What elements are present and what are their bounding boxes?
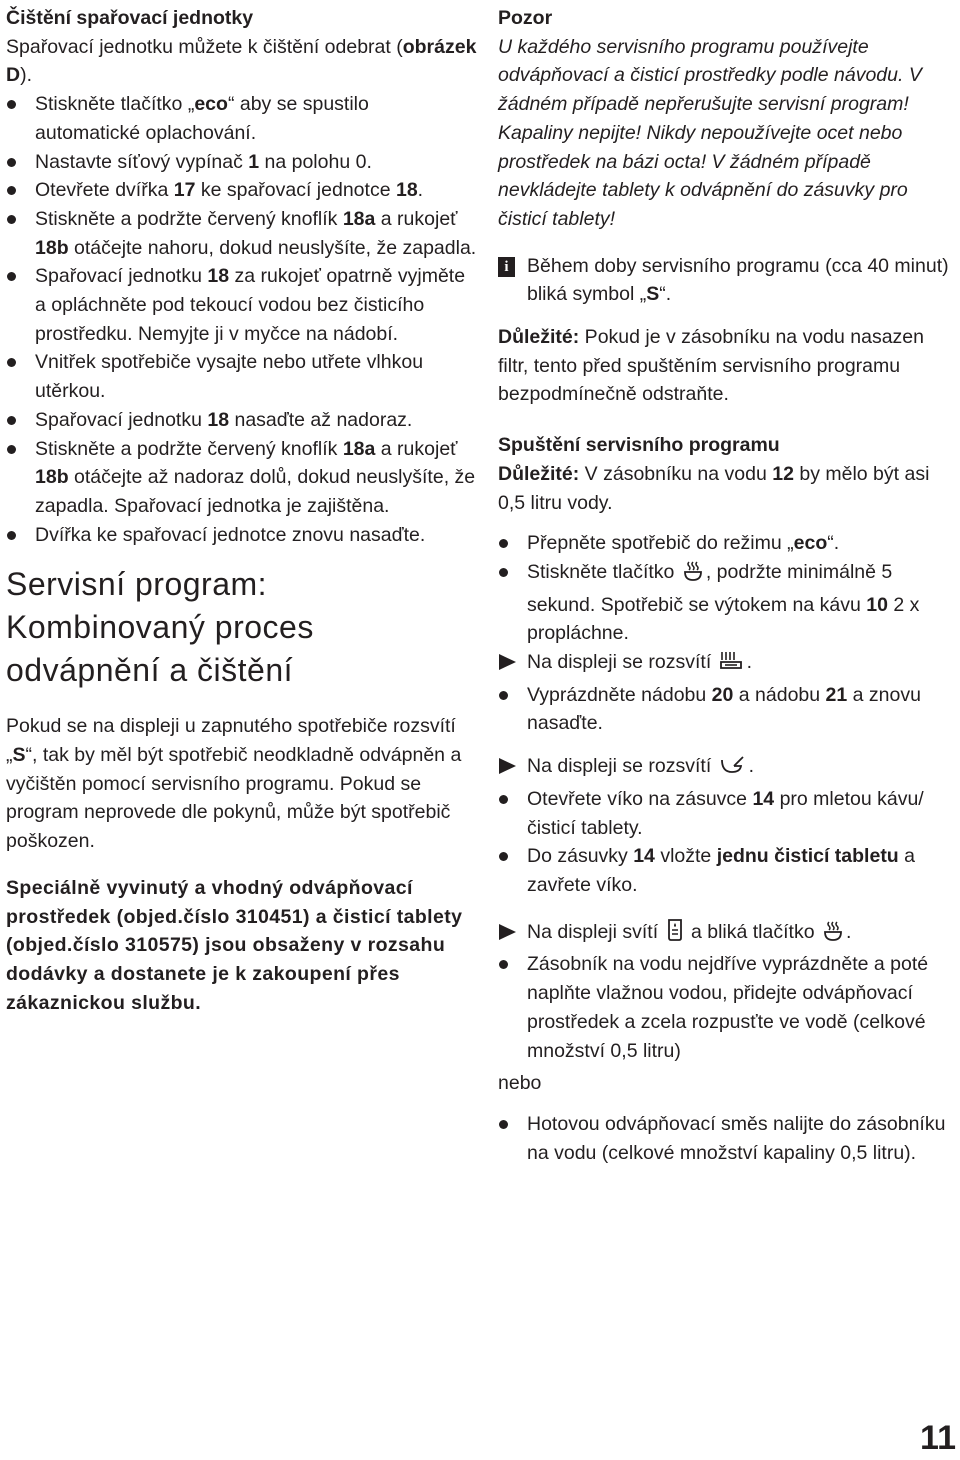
descaler-alt-steps (498, 1110, 956, 1167)
info-icon: i (498, 257, 515, 277)
list-item: Přepněte spotřebič do režimu „eco“. (498, 529, 956, 558)
list-item: Otevřete víko na zásuvce 14 pro mletou kávu/čisticí tablety. (498, 785, 956, 842)
list-item: Spařovací jednotku 18 nasaďte až nadoraz. (6, 406, 478, 435)
container-icon (719, 650, 745, 681)
list-item: Do zásuvky 14 vložte jednu čisticí tabletu a zavřete víko. (498, 842, 956, 899)
list-item: Otevřete dvířka 17 ke spařovací jednotce 18. (6, 176, 478, 205)
tablet-icon (719, 754, 747, 785)
descaler-info-paragraph: Speciálně vyvinutý a vhodný odvápňovací prostředek (objed.číslo 310451) a čisticí tablety (objed.číslo 310575) jsou obsaženy v rozsahu dodávky a dostanete je k zakoupení přes zákaznickou službu. (6, 876, 463, 1014)
or-text: nebo (498, 1072, 542, 1095)
list-item: Na displeji se rozsvítí . (498, 752, 956, 785)
steam-cup-icon (682, 560, 704, 591)
cleaning-steps (6, 90, 478, 549)
list-item: Hotovou odvápňovací směs nalijte do zásobníku na vodu (celkové množství kapaliny 0,5 litru). (498, 1110, 956, 1167)
left-column (6, 4, 478, 1017)
start-heading: Spuštění servisního programu (498, 434, 780, 457)
list-item: Vyprázdněte nádobu 20 a nádobu 21 a znovu nasaďte. (498, 681, 956, 738)
list-item: Stiskněte a podržte červený knoflík 18a a rukojeť 18b otáčejte nahoru, dokud neuslyšíte, že zapadla. (6, 205, 478, 262)
water-tank-icon (666, 918, 684, 951)
list-item: Vnitřek spotřebiče vysajte nebo utřete vlhkou utěrkou. (6, 348, 478, 405)
list-item: Na displeji svítí a bliká tlačítko . (498, 918, 956, 951)
steam-cup-icon (822, 920, 844, 951)
cleaning-heading: Čištění spařovací jednotky (6, 7, 254, 29)
start-steps (498, 529, 956, 738)
page-number: 11 (920, 1419, 956, 1457)
start-water-note: Důležité: V zásobníku na vodu 12 by mělo být asi 0,5 litru vody. (498, 462, 930, 514)
descaler-steps (498, 918, 956, 1066)
list-item: Nastavte síťový vypínač 1 na polohu 0. (6, 148, 478, 177)
service-intro-paragraph: Pokud se na displeji u zapnutého spotřebiče rozsvítí „S“, tak by měl být spotřebič neodkladně odvápněn a vyčištěn pomocí servisního programu. Pokud se program neprovede dle pokynů, může být spotřebič poškozen. (6, 715, 462, 853)
list-item: Stiskněte tlačítko , podržte minimálně 5 sekund. Spotřebič se výtokem na kávu 10 2 x propláchne. (498, 558, 956, 648)
section-title: Servisní program: Kombinovaný proces odvápnění a čištění (6, 566, 314, 689)
important-filter-note: Důležité: Pokud je v zásobníku na vodu nasazen filtr, tento před spuštěním servisního programu bezpodmínečně odstraňte. (498, 326, 925, 406)
caution-text: U každého servisního programu používejte odvápňovací a čisticí prostředky podle návodu. V žádném případě nepřerušujte servisní program! Kapaliny nepijte! Nikdy nepoužívejte ocet nebo prostředek na bázi octa! V žádném případě nevkládejte tablety k odvápnění do zásuvky pro čisticí tablety! (498, 35, 922, 230)
right-column (498, 4, 956, 1167)
info-note: i Během doby servisního programu (cca 40 minut) bliká symbol „S“. (498, 252, 956, 309)
list-item: Stiskněte tlačítko „eco“ aby se spustilo automatické oplachování. (6, 90, 478, 147)
cleaning-intro: Spařovací jednotku můžete k čištění odebrat (obrázek D). (6, 35, 477, 87)
caution-heading: Pozor (498, 7, 553, 29)
list-item: Zásobník na vodu nejdříve vyprázdněte a poté naplňte vlažnou vodou, přidejte odvápňovací prostředek a zcela rozpusťte ve vodě (celkové množství 0,5 litru) (498, 950, 956, 1065)
list-item: Spařovací jednotku 18 za rukojeť opatrně vyjměte a opláchněte pod tekoucí vodou bez čisticího prostředku. Nemyjte ji v myčce na nádobí. (6, 262, 478, 348)
list-item: Na displeji se rozsvítí . (498, 648, 956, 681)
list-item: Dvířka ke spařovací jednotce znovu nasaďte. (6, 521, 478, 550)
tablet-steps (498, 752, 956, 900)
list-item: Stiskněte a podržte červený knoflík 18a a rukojeť 18b otáčejte až nadoraz dolů, dokud neuslyšíte, že zapadla. Spařovací jednotka je zajištěna. (6, 435, 478, 521)
